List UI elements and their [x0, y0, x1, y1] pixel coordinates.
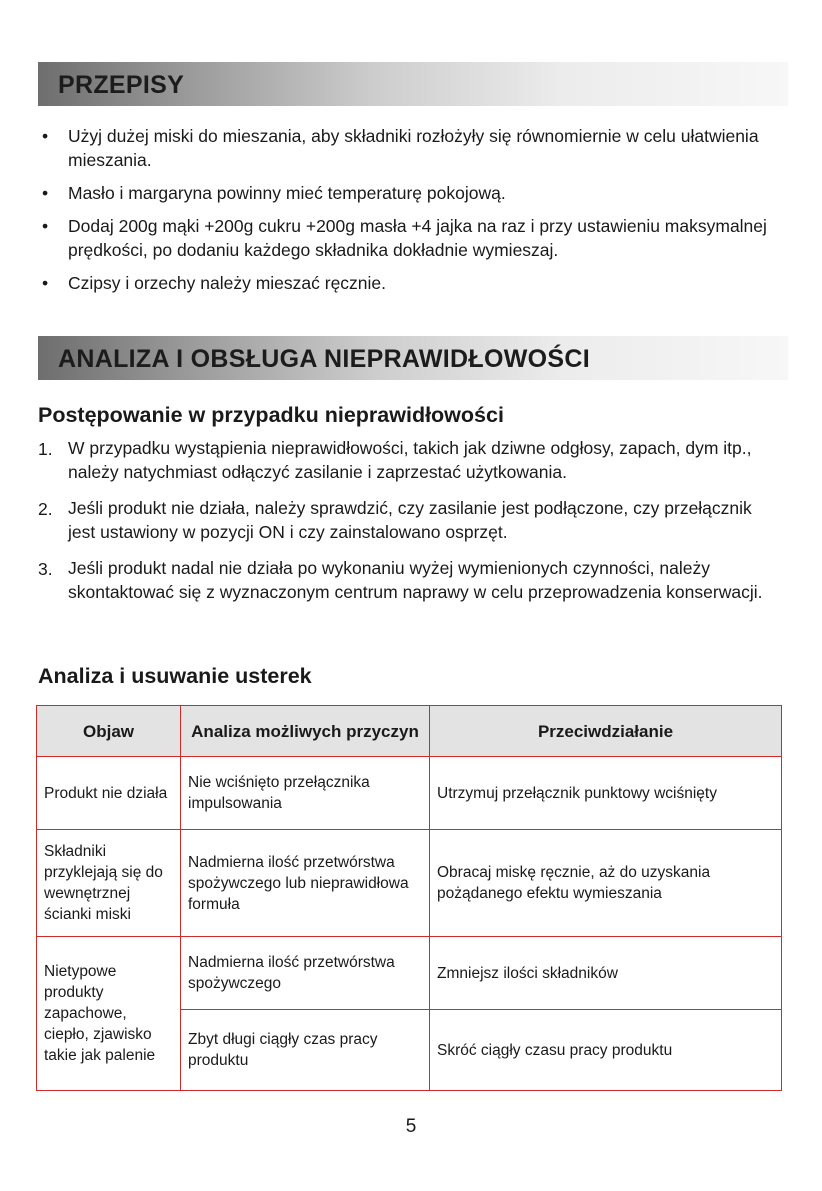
table-heading: Analiza i usuwanie usterek	[38, 664, 312, 688]
list-item	[38, 271, 778, 295]
list-item	[38, 436, 783, 484]
step-text: Jeśli produkt nadal nie działa po wykonaniu wyżej wymienionych czynności, należy skontaktować się z wyznaczonym centrum naprawy w celu przeprowadzenia konserwacji.	[68, 558, 763, 602]
table-row	[37, 757, 782, 830]
bullet-icon: •	[42, 183, 49, 203]
action-cell: Obracaj miskę ręcznie, aż do uzyskania pożądanego efektu wymieszania	[430, 830, 782, 937]
list-item	[38, 556, 783, 604]
bullet-text: Użyj dużej miski do mieszania, aby składniki rozłożyły się równomiernie w celu ułatwienia mieszania.	[68, 126, 759, 170]
table-header-row	[37, 706, 782, 757]
procedure-steps	[38, 436, 783, 616]
symptom-cell: Składniki przyklejają się do wewnętrznej ścianki miski	[37, 830, 181, 937]
list-item	[38, 181, 778, 205]
column-header-symptom: Objaw	[37, 706, 181, 757]
cause-cell: Zbyt długi ciągły czas pracy produktu	[181, 1010, 430, 1091]
bullet-icon: •	[42, 273, 49, 293]
bullet-text: Czipsy i orzechy należy mieszać ręcznie.	[68, 273, 387, 293]
bullet-text: Masło i margaryna powinny mieć temperaturę pokojową.	[68, 183, 506, 203]
page-number: 5	[405, 1116, 417, 1137]
table-row	[37, 830, 782, 937]
section-banner-recipes: PRZEPISY	[38, 62, 788, 106]
troubleshooting-table	[36, 705, 782, 1091]
procedure-heading: Postępowanie w przypadku nieprawidłowości	[38, 403, 504, 427]
cause-cell: Nadmierna ilość przetwórstwa spożywczego	[181, 937, 430, 1010]
table-row	[37, 937, 782, 1010]
symptom-cell: Nietypowe produkty zapachowe, ciepło, zjawisko takie jak palenie	[37, 937, 181, 1091]
step-number: 3.	[38, 559, 53, 579]
step-number: 2.	[38, 499, 53, 519]
section-banner-troubleshooting: ANALIZA I OBSŁUGA NIEPRAWIDŁOWOŚCI	[38, 336, 788, 380]
bullet-text: Dodaj 200g mąki +200g cukru +200g masła +4 jajka na raz i przy ustawieniu maksymalnej prędkości, po dodaniu każdego składnika dokładnie wymieszaj.	[68, 216, 767, 260]
action-cell: Utrzymuj przełącznik punktowy wciśnięty	[430, 757, 782, 830]
list-item	[38, 124, 778, 172]
column-header-cause: Analiza możliwych przyczyn	[181, 706, 430, 757]
cause-cell: Nie wciśnięto przełącznika impulsowania	[181, 757, 430, 830]
action-cell: Skróć ciągły czasu pracy produktu	[430, 1010, 782, 1091]
step-number: 1.	[38, 439, 53, 459]
recipe-bullet-list	[38, 124, 778, 304]
cause-cell: Nadmierna ilość przetwórstwa spożywczego lub nieprawidłowa formuła	[181, 830, 430, 937]
step-text: Jeśli produkt nie działa, należy sprawdzić, czy zasilanie jest podłączone, czy przełącznik jest ustawiony w pozycji ON i czy zainstalowano osprzęt.	[68, 498, 752, 542]
step-text: W przypadku wystąpienia nieprawidłowości, takich jak dziwne odgłosy, zapach, dym itp., należy natychmiast odłączyć zasilanie i zaprzestać użytkowania.	[68, 438, 752, 482]
action-cell: Zmniejsz ilości składników	[430, 937, 782, 1010]
bullet-icon: •	[42, 216, 49, 236]
list-item	[38, 214, 778, 262]
symptom-cell: Produkt nie działa	[37, 757, 181, 830]
bullet-icon: •	[42, 126, 49, 146]
list-item	[38, 496, 783, 544]
column-header-action: Przeciwdziałanie	[430, 706, 782, 757]
